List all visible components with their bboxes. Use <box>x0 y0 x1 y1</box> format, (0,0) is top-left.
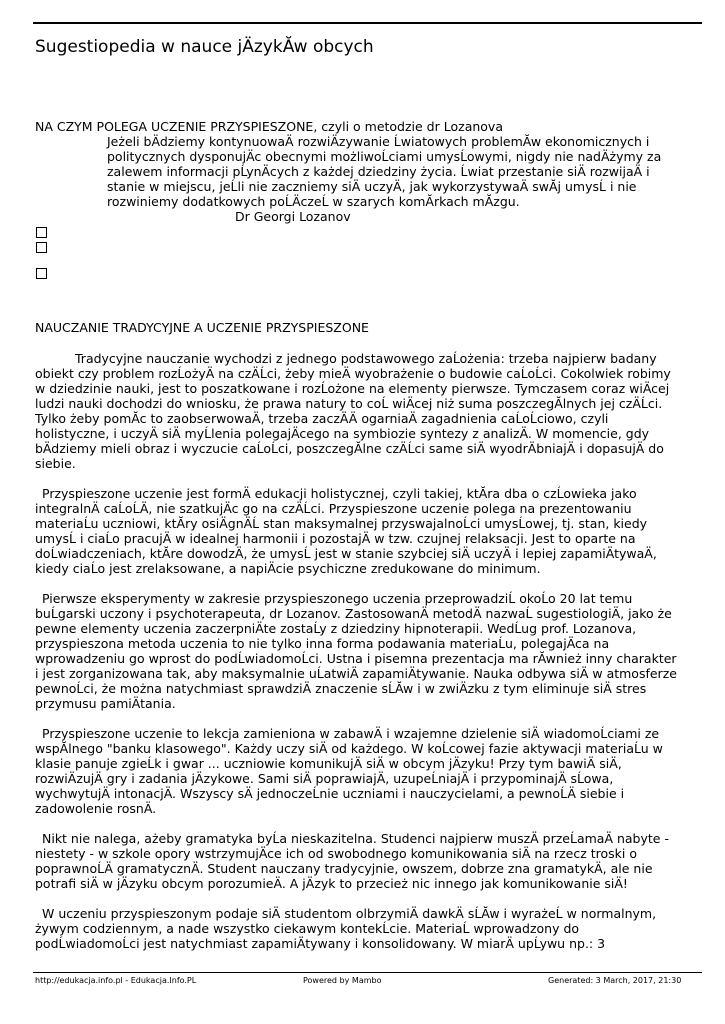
intro-heading: NA CZYM POLEGA UCZENIE PRZYSPIESZONE, czyli o metodzie dr Lozanova <box>35 119 503 134</box>
intro-quote: Jeżeli bÄdziemy kontynuowaÄ rozwiÄzywanie Ĺwiatowych problemĂw ekonomicznych i politycznych dysponujÄc obecnymi możliwoĹciami umysĹowymi, nigdy nie nadÄżymy za zalewem informacji pĹynÄcych z każdej dziedziny życia. Ĺwiat przestanie siÄ rozwijaÄ i stanie w miejscu, jeĹli nie zaczniemy siÄ uczyÄ, jak wykorzystywaÄ swĂj umysĹ i nie rozwiniemy dodatkowych poĹÄczeĹ w szarych komĂrkach mĂzgu. <box>107 134 662 209</box>
header-rule <box>33 22 702 24</box>
paragraph: W uczeniu przyspieszonym podaje siÄ studentom olbrzymiÄ dawkÄ sĹĂw i wyrażeĹ w normalnym, żywym codziennym, a nade wszystko ciekawym kontekĹcie. MateriaĹ wprowadzony do podĹwiadomoĹci jest natychmiast zapamiÄtywany i konsolidowany. W miarÄ upĹywu np.: 3 <box>35 906 657 951</box>
placeholder-boxes <box>35 227 681 279</box>
paragraph: Pierwsze eksperymenty w zakresie przyspieszonego uczenia przeprowadziĹ okoĹo 20 lat temu buĹgarski uczony i psychoterapeuta, dr Lozanov. ZastosowanÄ metodÄ nazwaĹ sugestiologiÄ, jako że pewne elementy uczenia zaczerpniÄte zostaĹy z dziedziny hipnoterapii. WedĹug prof. Lozanova, przyspieszona metoda uczenia to nie tylko inna forma podawania materiaĹu, polegajÄca na wprowadzeniu go wprost do podĹwiadomoĹci. Ustna i pisemna prezentacja ma rĂwnież inny charakter i jest zorganizowana tak, aby maksymalnie uĹatwiÄ zapamiÄtywanie. Nauka odbywa siÄ w atmosferze pewnoĹci, że można natychmiast sprawdziÄ znaczenie sĹĂw i w zwiÄzku z tym eliminuje siÄ stres przymusu pamiÄtania. <box>35 591 677 711</box>
footer-site-link[interactable]: http://edukacja.info.pl - Edukacja.Info.PL <box>35 976 197 985</box>
footer-generated-date: Generated: 3 March, 2017, 21:30 <box>548 976 682 985</box>
paragraph: Przyspieszone uczenie to lekcja zamieniona w zabawÄ i wzajemne dzielenie siÄ wiadomoĹciami ze wspĂlnego "banku klasowego". Każdy uczy siÄ od każdego. W koĹcowej fazie aktywacji materiaĹu w klasie panuje zgieĹk i gwar ... uczniowie komunikujÄ siÄ w obcym jÄzyku! Przy tym bawiÄ siÄ, rozwiÄzujÄ gry i zadania jÄzykowe. Sami siÄ poprawiajÄ, uzupeĹniajÄ i przypominajÄ sĹowa, wychwytujÄ intonacjÄ. Wszyscy sÄ jednoczeĹnie uczniami i nauczycielami, a pewnoĹÄ siebie i zadowolenie rosnÄ. <box>35 726 663 816</box>
section-title: NAUCZANIE TRADYCYJNE A UCZENIE PRZYSPIESZONE <box>35 320 369 335</box>
footer-powered-by: Powered by Mambo <box>303 976 382 985</box>
missing-glyph-box <box>36 227 47 238</box>
document-title: Sugestiopedia w nauce jÄzykĂw obcych <box>35 37 374 57</box>
paragraph: Tradycyjne nauczanie wychodzi z jednego podstawowego zaĹożenia: trzeba najpierw badany obiekt czy problem rozĹożyÄ na czÄĹci, żeby mieÄ wyobrażenie o budowie caĹoĹci. Cokolwiek robimy w dziedzinie nauki, jest to poszatkowane i rozĹożone na elementy pierwsze. Tymczasem coraz wiÄcej ludzi nauki dochodzi do wniosku, że prawa natury to coĹ wiÄcej niż suma poszczegĂlnych jej czÄĹci. Tylko żeby pomĂc to zaobserwowaÄ, trzeba zaczÄÄ ogarniaÄ zagadnienia caĹoĹciowo, czyli holistyczne, i uczyÄ siÄ myĹlenia polegajÄcego na symbiozie syntezy z analizÄ. W momencie, gdy bÄdziemy mieli obraz i wyczucie caĹoĹci, poszczegĂlne czÄĹci same siÄ wyodrÄbniajÄ i dopasujÄ do siebie. <box>35 351 671 471</box>
paragraph: Nikt nie nalega, ażeby gramatyka byĹa nieskazitelna. Studenci najpierw muszÄ przeĹamaÄ nabyte - niestety - w szkole opory wstrzymujÄce ich od swobodnego komunikowania siÄ na rzecz troski o poprawnoĹÄ gramatycznÄ. Student nauczany tradycyjnie, owszem, dobrze zna gramatykÄ, ale nie potrafi siÄ w jÄzyku obcym porozumieÄ. A jÄzyk to przecież nic innego jak komunikowanie siÄ! <box>35 831 669 891</box>
missing-glyph-box <box>36 242 47 253</box>
paragraph: Przyspieszone uczenie jest formÄ edukacji holistycznej, czyli takiej, ktĂra dba o czĹowieka jako integralnÄ caĹoĹÄ, nie szatkujÄc go na czÄĹci. Przyspieszone uczenie polega na prezentowaniu materiaĹu uczniowi, ktĂry osiÄgnÄĹ stan maksymalnej przyswajalnoĹci umysĹowej, tj. stan, kiedy umysĹ i ciaĹo pracujÄ w idealnej harmonii i pozostajÄ w tzw. czujnej relaksacji. Jest to oparte na doĹwiadczeniach, ktĂre dowodzÄ, że umysĹ jest w stanie szybciej siÄ uczyÄ i lepiej zapamiÄtywaÄ, kiedy ciaĹo jest zrelaksowane, a napiÄcie psychiczne zredukowane do minimum. <box>35 486 657 576</box>
quote-author: Dr Georgi Lozanov <box>235 209 351 224</box>
footer-rule <box>33 972 702 973</box>
missing-glyph-box <box>36 268 47 279</box>
article-body <box>35 119 681 966</box>
